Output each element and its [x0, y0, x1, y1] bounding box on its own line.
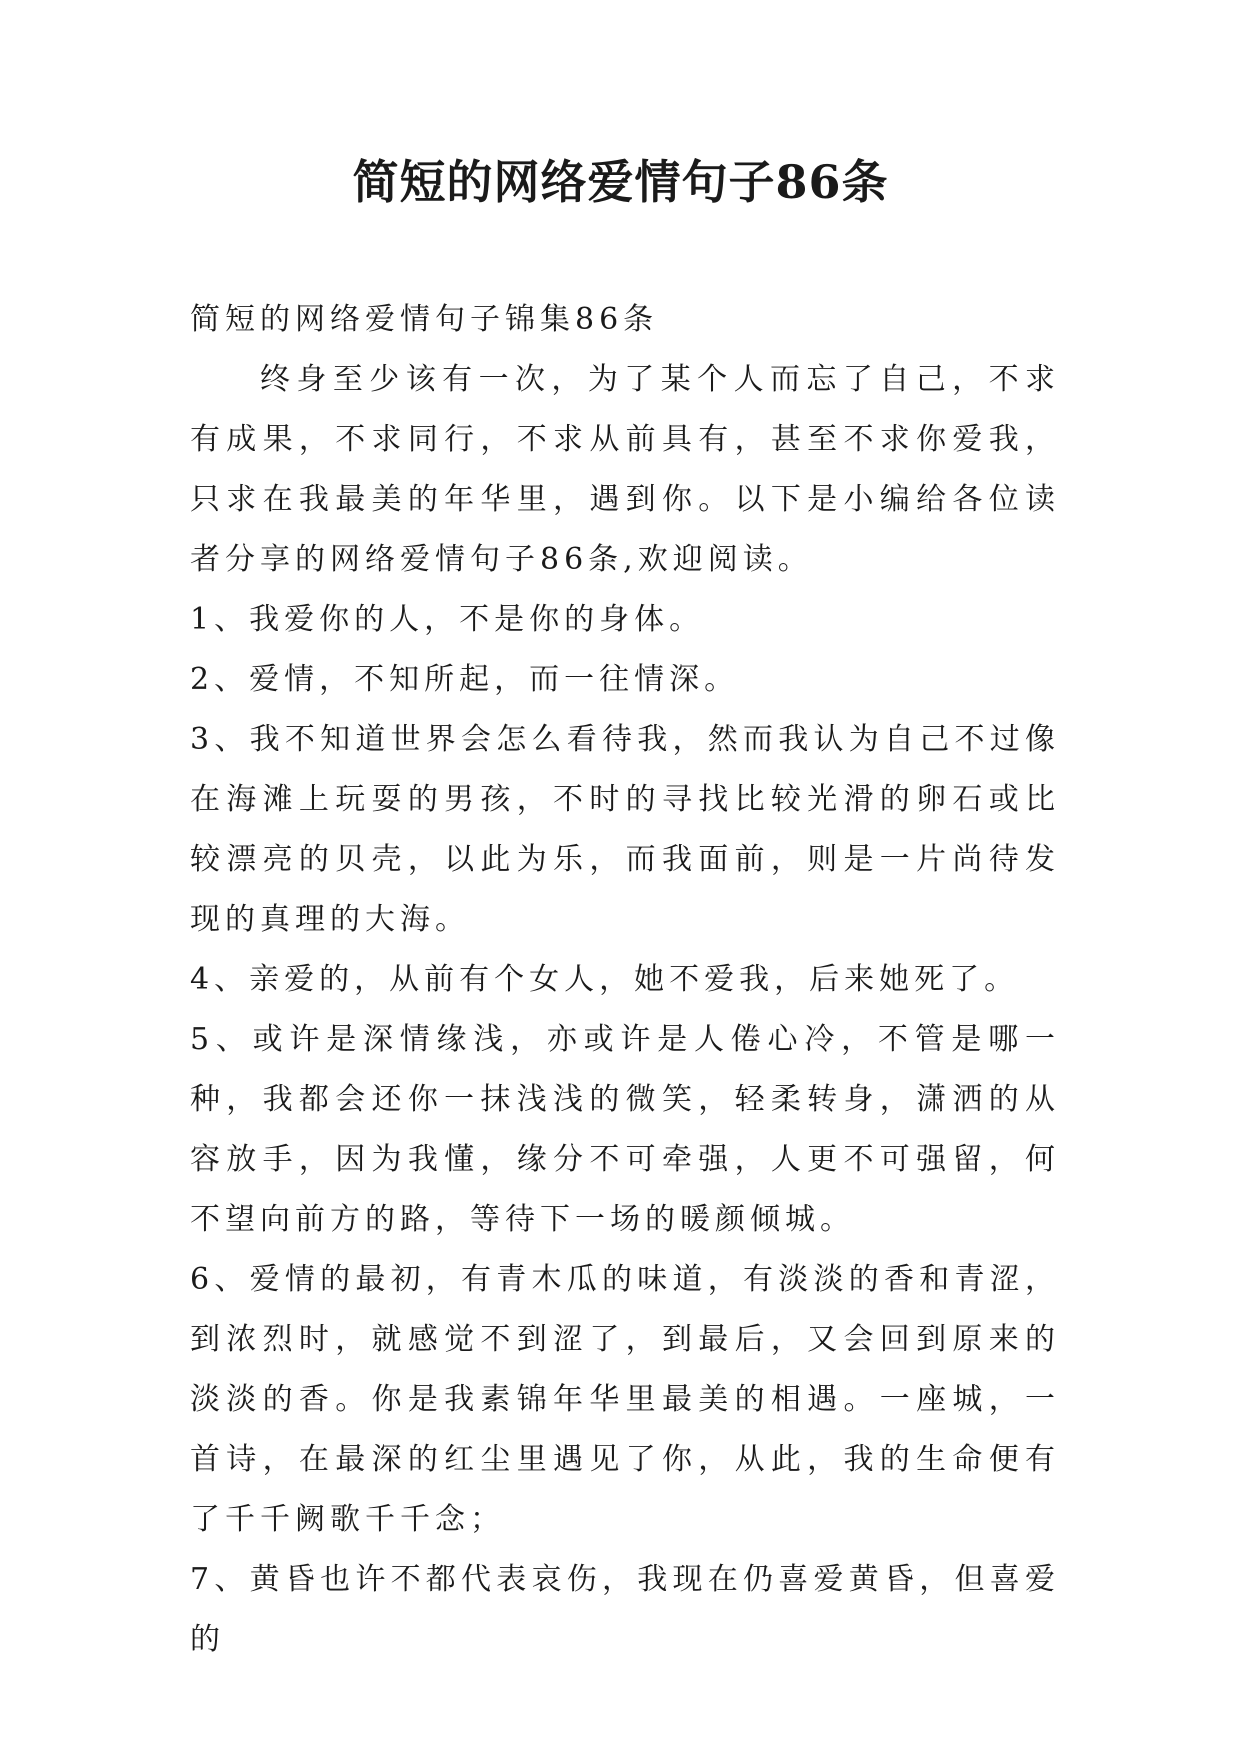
document-body: [190, 290, 1060, 1670]
document-title: 简短的网络爱情句子86条: [352, 155, 889, 209]
document-subtitle: 简短的网络爱情句子锦集86条: [190, 302, 659, 337]
intro-paragraph: 终身至少该有一次，为了某个人而忘了自己，不求有成果，不求同行，不求从前具有，甚至不求你爱我，只求在我最美的年华里，遇到你。以下是小编给各位读者分享的网络爱情句子86条,欢迎阅读。: [190, 362, 1060, 577]
list-item: 6、爱情的最初，有青木瓜的味道，有淡淡的香和青涩，到浓烈时，就感觉不到涩了，到最后，又会回到原来的淡淡的香。你是我素锦年华里最美的相遇。一座城，一首诗，在最深的红尘里遇见了你，从此，我的生命便有了千千阙歌千千念；: [190, 1262, 1060, 1537]
list-item: 2、爱情，不知所起，而一往情深。: [190, 662, 740, 697]
list-item: 7、黄昏也许不都代表哀伤，我现在仍喜爱黄昏，但喜爱的: [190, 1562, 1060, 1657]
list-item: 3、我不知道世界会怎么看待我，然而我认为自己不过像在海滩上玩耍的男孩，不时的寻找比较光滑的卵石或比较漂亮的贝壳，以此为乐，而我面前，则是一片尚待发现的真理的大海。: [190, 722, 1060, 937]
list-item: 1、我爱你的人，不是你的身体。: [190, 602, 705, 637]
list-item: 4、亲爱的，从前有个女人，她不爱我，后来她死了。: [190, 962, 1020, 997]
list-item: 5、或许是深情缘浅，亦或许是人倦心冷，不管是哪一种，我都会还你一抹浅浅的微笑，轻柔转身，潇洒的从容放手，因为我懂，缘分不可牵强，人更不可强留，何不望向前方的路，等待下一场的暖颜倾城。: [190, 1022, 1060, 1237]
